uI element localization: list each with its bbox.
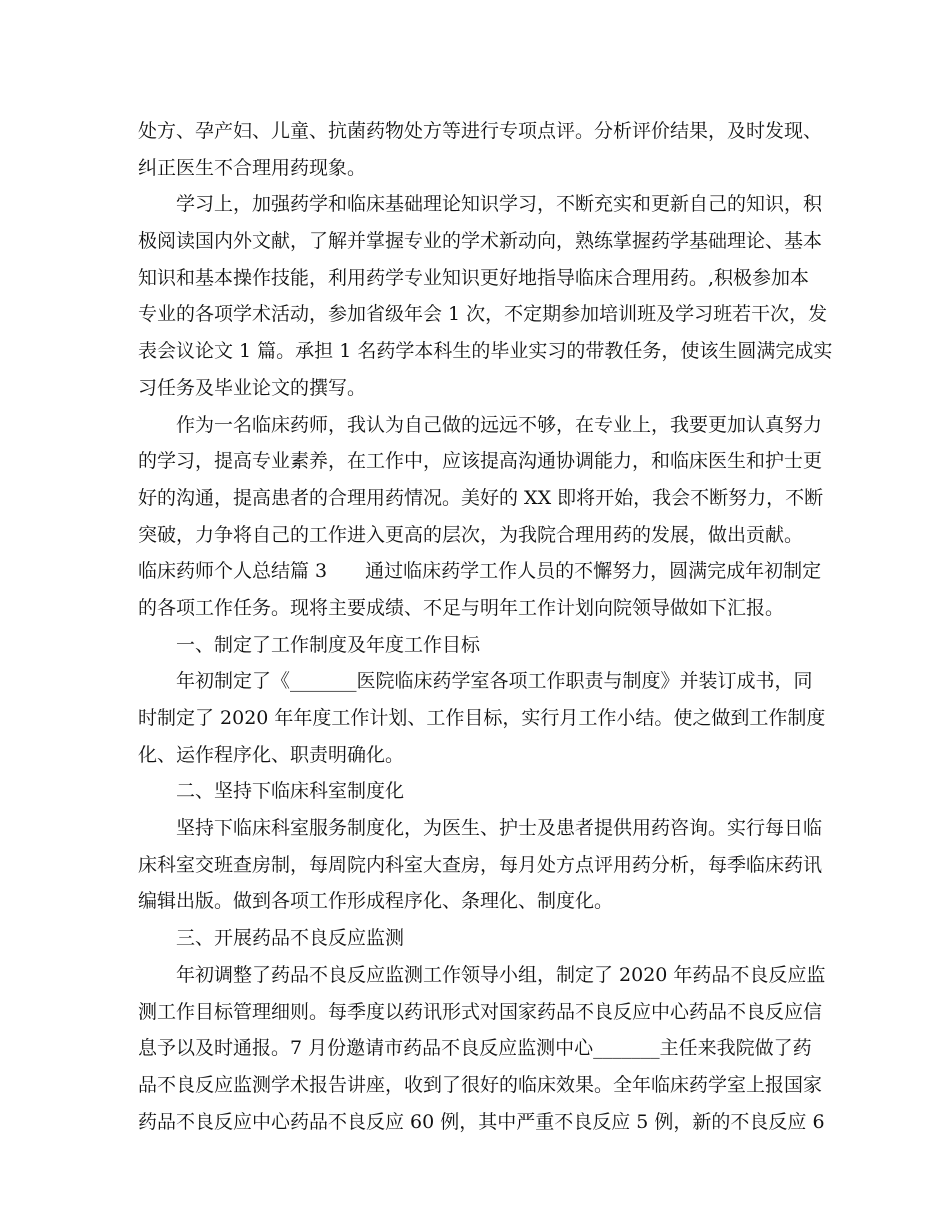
text-line: 处方、孕产妇、儿童、抗菌药物处方等进行专项点评。分析评价结果，及时发现、: [138, 120, 823, 142]
text-line: 专业的各项学术活动，参加省级年会 1 次，不定期参加培训班及学习班若干次，发: [138, 303, 828, 326]
text-line: 的各项工作任务。现将主要成绩、不足与明年工作计划向院领导做如下汇报。: [138, 596, 785, 619]
text-line: 纠正医生不合理用药现象。: [138, 156, 367, 179]
heading-line: 二、坚持下临床科室制度化: [176, 780, 405, 803]
text-line: 学习上，加强药学和临床基础理论知识学习，不断充实和更新自己的知识，积: [176, 193, 823, 216]
text-line: 习任务及毕业论文的撰写。: [138, 376, 367, 399]
text-line: 作为一名临床药师，我认为自己做的远远不够，在专业上，我要更加认真努力: [176, 413, 823, 436]
text-line: 好的沟通，提高患者的合理用药情况。美好的 XX 即将开始，我会不断努力，不断: [138, 486, 824, 509]
text-line: 突破，力争将自己的工作进入更高的层次，为我院合理用药的发展，做出贡献。: [138, 523, 804, 546]
text-line: 极阅读国内外文献，了解并掌握专业的学术新动向，熟练掌握药学基础理论、基本: [138, 230, 823, 253]
text-line: 品不良反应监测学术报告讲座，收到了很好的临床效果。全年临床药学室上报国家: [138, 1073, 823, 1096]
text-line: 表会议论文 1 篇。承担 1 名药学本科生的毕业实习的带教任务，使该生圆满完成实: [138, 340, 833, 363]
text-line: 床科室交班查房制，每周院内科室大查房，每月处方点评用药分析，每季临床药讯: [138, 853, 823, 876]
text-line: 坚持下临床科室服务制度化，为医生、护士及患者提供用药咨询。实行每日临: [176, 817, 823, 840]
text-line: 时制定了 2020 年年度工作计划、工作目标，实行月工作小结。使之做到工作制度: [138, 707, 826, 729]
text-line: 的学习，提高专业素养，在工作中，应该提高沟通协调能力，和临床医生和护士更: [138, 450, 823, 473]
text-line: 药品不良反应中心药品不良反应 60 例，其中严重不良反应 5 例，新的不良反应 6: [138, 1110, 825, 1133]
text-line: 知识和基本操作技能，利用药学专业知识更好地指导临床合理用药。,积极参加本: [138, 266, 810, 289]
document-body: [138, 113, 833, 1140]
section-title-line: 临床药师个人总结篇 3 通过临床药学工作人员的不懈努力，圆满完成年初制定: [138, 560, 822, 583]
text-line: 化、运作程序化、职责明确化。: [138, 743, 405, 766]
heading-line: 三、开展药品不良反应监测: [176, 927, 405, 950]
text-line: 编辑出版。做到各项工作形成程序化、条理化、制度化。: [138, 890, 614, 913]
text-line: 年初制定了《_______医院临床药学室各项工作职责与制度》并装订成书，同: [176, 670, 813, 693]
text-line: 测工作目标管理细则。每季度以药讯形式对国家药品不良反应中心药品不良反应信: [138, 1000, 823, 1023]
text-line: 年初调整了药品不良反应监测工作领导小组，制定了 2020 年药品不良反应监: [176, 963, 826, 986]
heading-line: 一、制定了工作制度及年度工作目标: [176, 633, 481, 656]
text-line: 息予以及时通报。7 月份邀请市药品不良反应监测中心_______主任来我院做了药: [138, 1037, 812, 1060]
